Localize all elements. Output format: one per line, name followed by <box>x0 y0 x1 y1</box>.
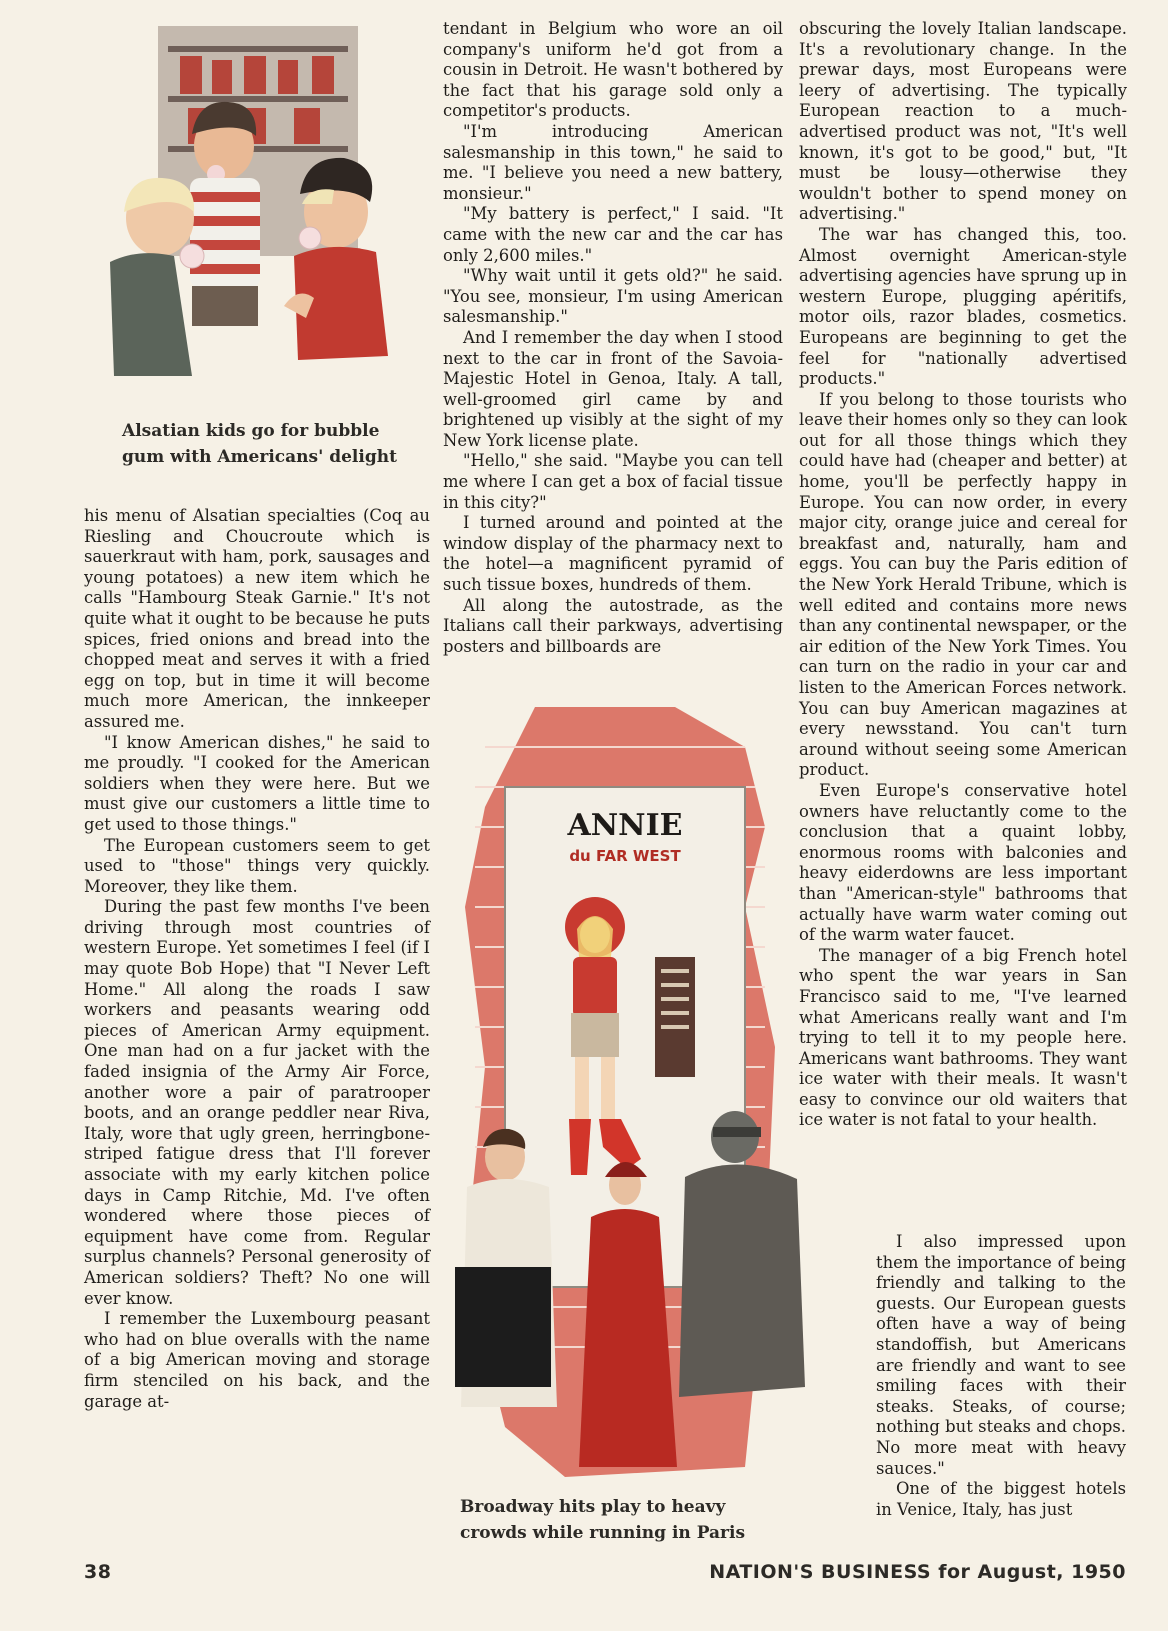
page-number: 38 <box>84 1561 112 1583</box>
kids-caption <box>122 418 422 470</box>
column-1-paragraph: During the past few months I've been driving through most countries of western Europe. Yet sometimes I feel (if I may quote Bob Hope) that "I Never Left Home." All along the roads I saw workers and peasants wearing odd pieces of American Army equipment. One man had on a fur jacket with the faded insignia of the Army Air Force, another wore a pair of paratrooper boots, and an orange peddler near Riva, Italy, wore that ugly green, herringbone-striped fatigue dress that I'll forever associate with my early kitchen police days in Camp Ritchie, Md. I've often wondered where those pieces of equipment have come from. Regular surplus channels? Personal generosity of American soldiers? Theft? No one will ever know. <box>84 897 430 1308</box>
column-1-paragraph: The European customers seem to get used to "those" things very quickly. Moreover, they like them. <box>84 835 430 896</box>
column-3-paragraph: One of the biggest hotels in Venice, Italy, has just <box>876 1479 1126 1519</box>
column-1-paragraph: I remember the Luxembourg peasant who had on blue overalls with the name of a big American moving and storage firm stenciled on his back, and the garage at- <box>84 1309 430 1411</box>
article-column-3 <box>799 19 1127 1131</box>
kids-bubble-gum-illustration <box>88 16 423 401</box>
poster-caption-line-2: crowds while running in Paris <box>460 1523 746 1543</box>
column-3-paragraph: The manager of a big French hotel who spent the war years in San Francisco said to me, "I've learned what Americans really want and I'm trying to tell it to my people here. Americans want bathrooms. They want ice water with their meals. It wasn't easy to convince our old waiters that ice water is not fatal to your health. <box>799 945 1127 1130</box>
column-2-paragraph: I turned around and pointed at the window display of the pharmacy next to the hotel—a magnificent pyramid of such tissue boxes, hundreds of them. <box>443 513 783 595</box>
column-3-paragraph: The war has changed this, too. Almost overnight American-style advertising agencies have sprung up in western Europe, plugging apéritifs, motor oils, razor blades, cosmetics. Europeans are beginning to get the feel for "nationally advertised products." <box>799 224 1127 389</box>
column-2-paragraph: "Hello," she said. "Maybe you can tell me where I can get a box of facial tissue in this city?" <box>443 451 783 512</box>
masthead-footer: NATION'S BUSINESS for August, 1950 <box>709 1561 1126 1583</box>
article-column-2 <box>443 19 783 657</box>
poster-subtitle: du FAR WEST <box>569 847 681 865</box>
kids-caption-line-1: Alsatian kids go for bubble <box>122 421 380 441</box>
column-3-paragraph: If you belong to those tourists who leave their homes only so they can look out for all those things which they could have had (cheaper and better) at home, you'll be perfectly happy in Europe. You can now order, in every major city, orange juice and cereal for breakfast and, naturally, ham and eggs. You can buy the Paris edition of the New York Herald Tribune, which is well edited and contains more news than any continental newspaper, or the air edition of the New York Times. You can turn on the radio in your car and listen to the American Forces network. You can buy American magazines at every newsstand. You can't turn around without seeing some American product. <box>799 389 1127 780</box>
column-2-paragraph: "I'm introducing American salesmanship in this town," he said to me. "I believe you need a new battery, monsieur." <box>443 121 783 203</box>
kids-caption-line-2: gum with Americans' delight <box>122 447 397 467</box>
article-column-3-continued <box>876 1232 1126 1520</box>
column-2-paragraph: "My battery is perfect," I said. "It came with the new car and the car has only 2,600 miles." <box>443 204 783 265</box>
annie-poster-illustration <box>445 707 825 1482</box>
column-2-paragraph: tendant in Belgium who wore an oil company's uniform he'd got from a cousin in Detroit. He wasn't bothered by the fact that his garage sold only a competitor's products. <box>443 19 783 121</box>
column-2-paragraph: And I remember the day when I stood next to the car in front of the Savoia-Majestic Hotel in Genoa, Italy. A tall, well-groomed girl came by and brightened up visibly at the sight of my New York license plate. <box>443 327 783 450</box>
column-3-paragraph: Even Europe's conservative hotel owners have reluctantly come to the conclusion that a quaint lobby, enormous rooms with balconies and heavy eiderdowns are less important than "American-style" bathrooms that actually have warm water coming out of the warm water faucet. <box>799 780 1127 945</box>
column-3-paragraph: I also impressed upon them the importance of being friendly and talking to the guests. Our European guests often have a way of being standoffish, but Americans are friendly and want to see smiling faces with their steaks. Steaks, of course; nothing but steaks and chops. No more meat with heavy sauces." <box>876 1232 1126 1478</box>
poster-title: ANNIE <box>567 808 683 843</box>
column-2-paragraph: "Why wait until it gets old?" he said. "You see, monsieur, I'm using American salesmanship." <box>443 266 783 327</box>
column-3-paragraph: obscuring the lovely Italian landscape. It's a revolutionary change. In the prewar days, most Europeans were leery of advertising. The typically European reaction to a much-advertised product was not, "It's well known, it's got to be good," but, "It must be lousy—otherwise they wouldn't bother to spend money on advertising." <box>799 19 1127 224</box>
column-2-paragraph: All along the autostrade, as the Italians call their parkways, advertising posters and billboards are <box>443 595 783 656</box>
column-1-paragraph: his menu of Alsatian specialties (Coq au Riesling and Choucroute which is sauerkraut with ham, pork, sausages and young potatoes) a new item which he calls "Hambourg Steak Garnie." It's not quite what it ought to be because he puts spices, fried onions and bread into the chopped meat and serves it with a fried egg on top, but in time it will become much more American, the innkeeper assured me. <box>84 506 430 731</box>
poster-caption <box>460 1494 760 1546</box>
article-column-1 <box>84 506 430 1412</box>
column-1-paragraph: "I know American dishes," he said to me proudly. "I cooked for the American soldiers when they were here. But we must give our customers a little time to get used to those things." <box>84 732 430 834</box>
poster-caption-line-1: Broadway hits play to heavy <box>460 1497 726 1517</box>
